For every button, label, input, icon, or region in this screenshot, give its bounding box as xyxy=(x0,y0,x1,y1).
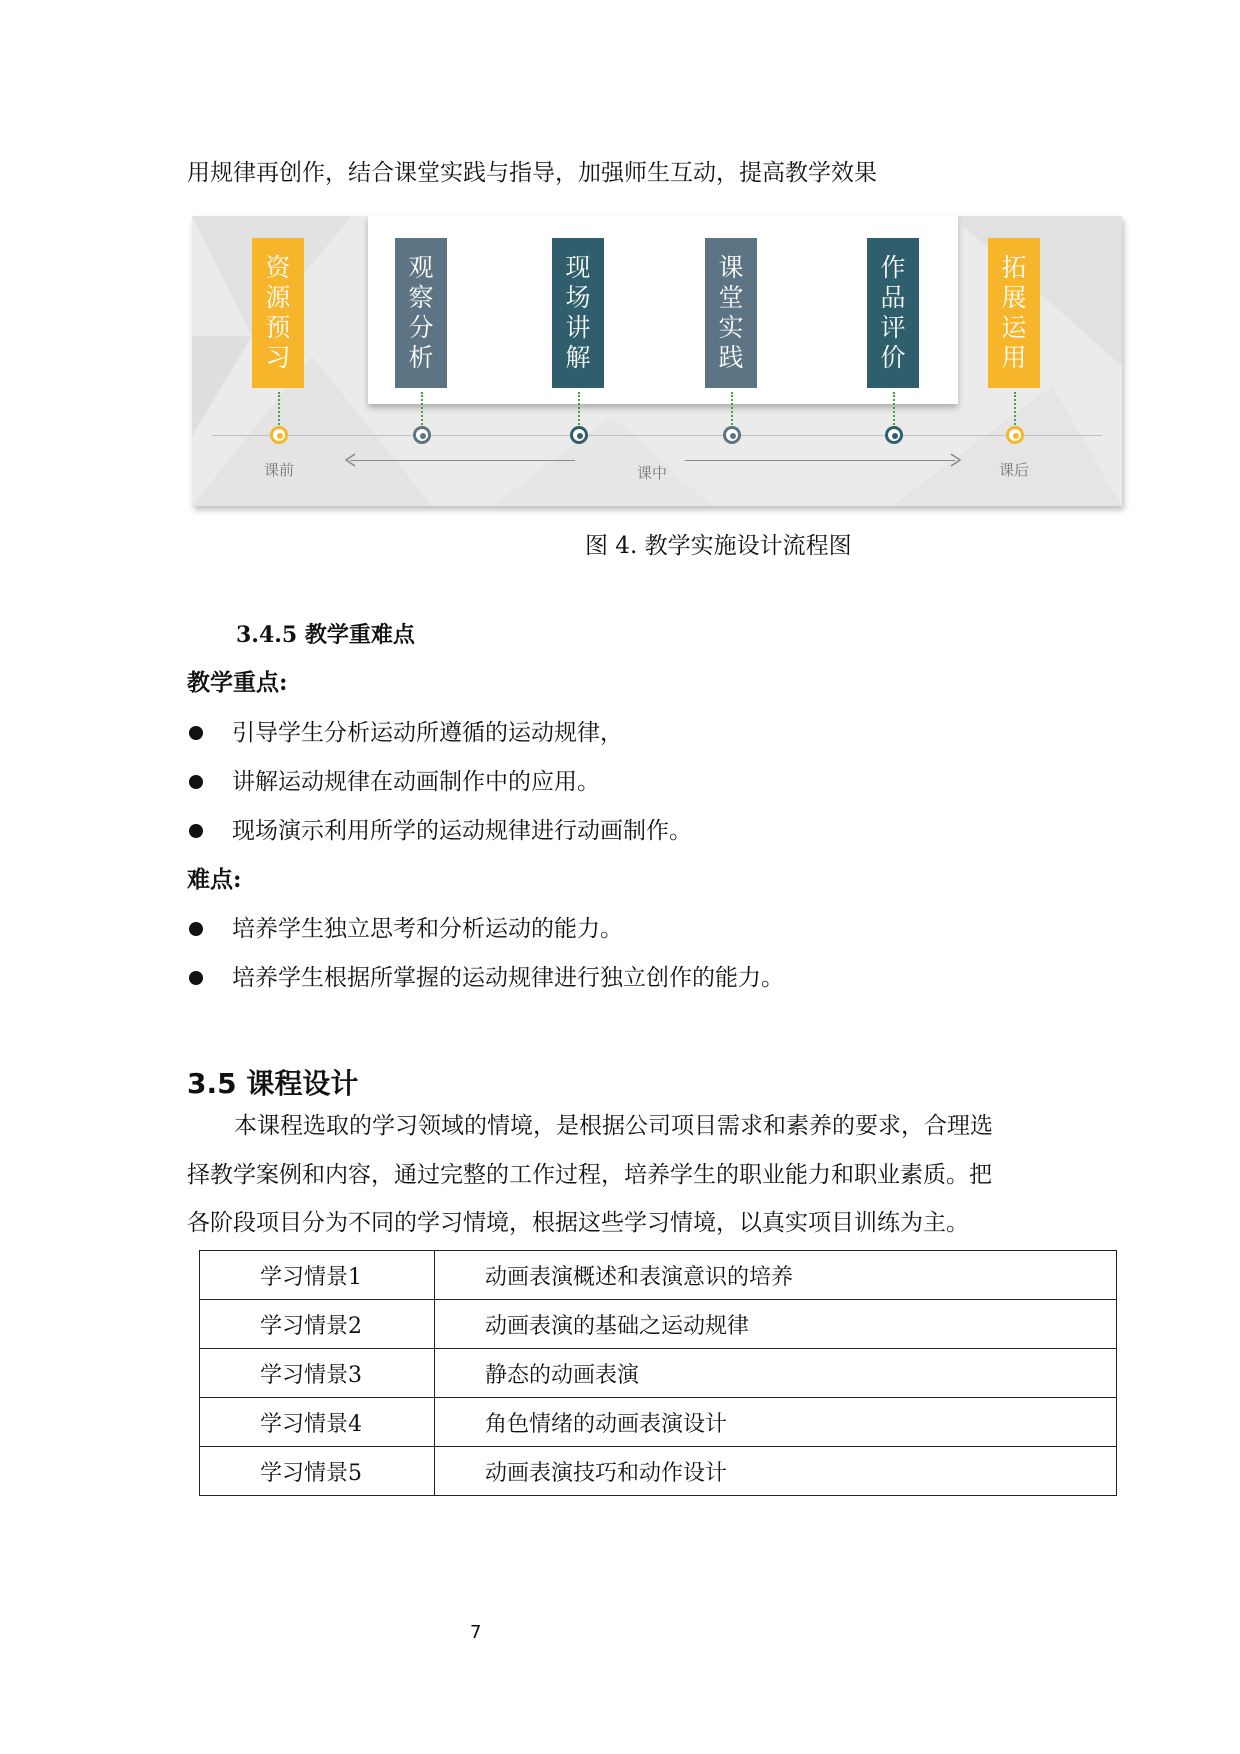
learning-situations-table xyxy=(199,1250,1117,1496)
timeline-node xyxy=(1006,426,1024,444)
teaching-flow-figure xyxy=(192,216,1122,506)
connector-line xyxy=(578,392,580,428)
key-point-item: 讲解运动规律在动画制作中的应用。 xyxy=(232,769,600,795)
section-heading xyxy=(187,1062,358,1102)
step-class-practice: 课 堂 实 践 xyxy=(705,238,757,388)
connector-line xyxy=(421,392,423,428)
connector-line xyxy=(1014,392,1016,428)
intro-line: 用规律再创作，结合课堂实践与指导，加强师生互动，提高教学效果 xyxy=(187,160,877,186)
step-resource-preview: 资 源 预 习 xyxy=(252,238,304,388)
situation-label: 学习情景2 xyxy=(200,1300,435,1349)
step-extend-apply: 拓 展 运 用 xyxy=(988,238,1040,388)
situation-label: 学习情景3 xyxy=(200,1349,435,1398)
section-title: 课程设计 xyxy=(246,1067,359,1100)
situation-content: 角色情绪的动画表演设计 xyxy=(435,1398,1117,1447)
table-row xyxy=(200,1251,1117,1300)
bullet-icon xyxy=(189,726,203,740)
connector-line xyxy=(731,392,733,428)
section-number: 3.5 xyxy=(187,1067,237,1100)
section-paragraph-line: 各阶段项目分为不同的学习情境，根据这些学习情境，以真实项目训练为主。 xyxy=(187,1210,969,1236)
table-row xyxy=(200,1349,1117,1398)
section-paragraph-line: 择教学案例和内容，通过完整的工作过程，培养学生的职业能力和职业素质。把 xyxy=(187,1162,992,1188)
bullet-icon xyxy=(189,922,203,936)
step-work-evaluation: 作 品 评 价 xyxy=(867,238,919,388)
label-before-class: 课前 xyxy=(264,461,295,479)
situation-content: 动画表演的基础之运动规律 xyxy=(435,1300,1117,1349)
situation-label: 学习情景4 xyxy=(200,1398,435,1447)
arrow-left-line xyxy=(350,460,575,461)
connector-line xyxy=(893,392,895,428)
timeline-node xyxy=(570,426,588,444)
bullet-icon xyxy=(189,824,203,838)
difficulties-heading: 难点: xyxy=(187,866,242,893)
situation-content: 静态的动画表演 xyxy=(435,1349,1117,1398)
table-row xyxy=(200,1300,1117,1349)
key-points-heading: 教学重点: xyxy=(187,669,288,696)
key-point-item: 现场演示利用所学的运动规律进行动画制作。 xyxy=(232,818,692,844)
timeline-node xyxy=(723,426,741,444)
figure-caption: 图 4. 教学实施设计流程图 xyxy=(585,533,852,559)
subsection-heading: 3.4.5 教学重难点 xyxy=(236,622,415,648)
timeline-axis xyxy=(212,435,1102,436)
situation-label: 学习情景5 xyxy=(200,1447,435,1496)
difficulty-item: 培养学生根据所掌握的运动规律进行独立创作的能力。 xyxy=(232,965,784,991)
bullet-icon xyxy=(189,775,203,789)
key-point-item: 引导学生分析运动所遵循的运动规律， xyxy=(232,720,623,746)
label-after-class: 课后 xyxy=(999,461,1030,479)
situation-content: 动画表演概述和表演意识的培养 xyxy=(435,1251,1117,1300)
timeline-node xyxy=(885,426,903,444)
label-during-class: 课中 xyxy=(637,464,668,482)
difficulty-item: 培养学生独立思考和分析运动的能力。 xyxy=(232,916,623,942)
step-observe-analyze: 观 察 分 析 xyxy=(395,238,447,388)
situation-content: 动画表演技巧和动作设计 xyxy=(435,1447,1117,1496)
timeline-node xyxy=(270,426,288,444)
section-paragraph-line: 本课程选取的学习领域的情境，是根据公司项目需求和素养的要求，合理选 xyxy=(234,1113,993,1139)
bullet-icon xyxy=(189,971,203,985)
connector-line xyxy=(278,392,280,428)
table-row xyxy=(200,1398,1117,1447)
table-row xyxy=(200,1447,1117,1496)
arrow-right-icon xyxy=(949,453,963,467)
arrow-right-line xyxy=(685,460,955,461)
arrow-left-icon xyxy=(343,453,357,467)
timeline-node xyxy=(413,426,431,444)
page-number: 7 xyxy=(470,1622,482,1643)
situation-label: 学习情景1 xyxy=(200,1251,435,1300)
step-live-explain: 现 场 讲 解 xyxy=(552,238,604,388)
